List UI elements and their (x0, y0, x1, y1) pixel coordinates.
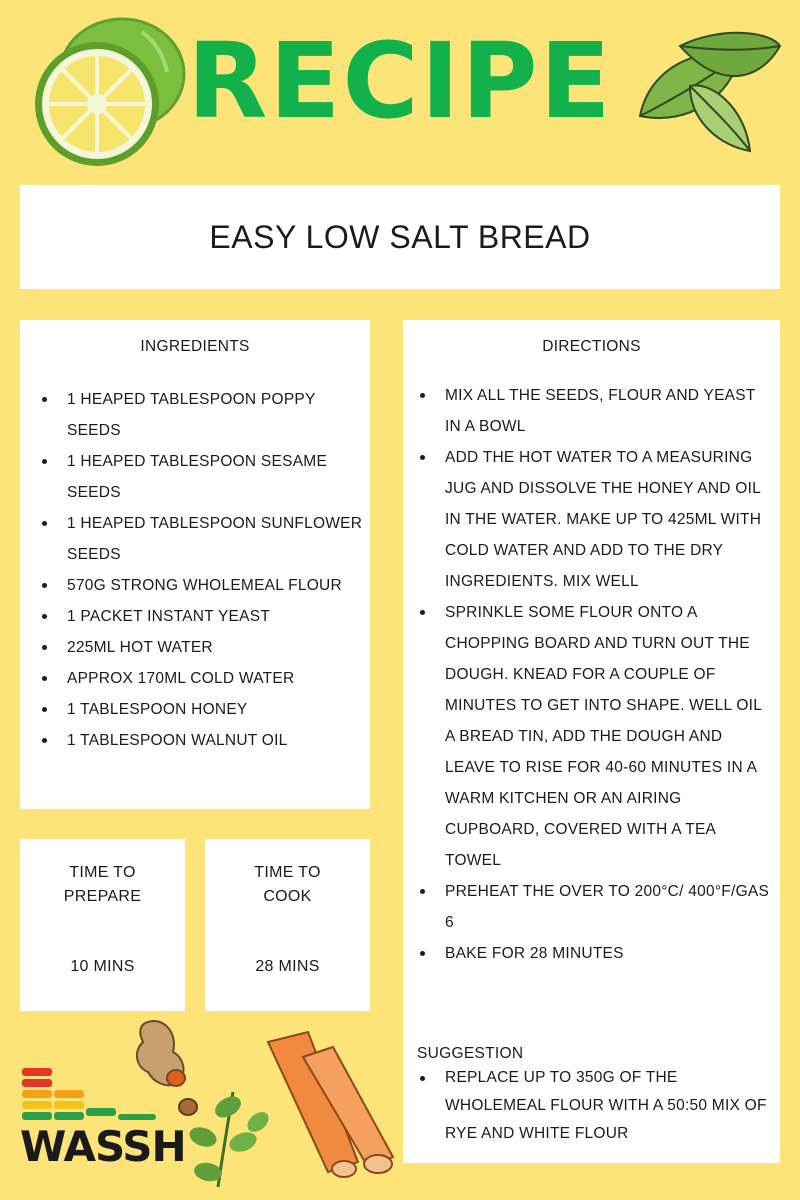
logo-text: WASSH (20, 1122, 186, 1171)
recipe-title-card (20, 185, 780, 289)
basil-leaves-icon (620, 26, 785, 161)
cinnamon-icon (268, 1032, 393, 1177)
prepare-label-line: TIME TO (69, 864, 136, 881)
directions-card (403, 320, 780, 1163)
prepare-time-value: 10 MINS (70, 958, 135, 975)
lime-icon (22, 12, 187, 172)
ingredient-item: 1 HEAPED TABLESPOON SESAME SEEDS (40, 446, 370, 508)
direction-step: MIX ALL THE SEEDS, FLOUR AND YEAST IN A BOWL (418, 380, 773, 442)
suggestion-item: REPLACE UP TO 350G OF THE WHOLEMEAL FLOUR WITH A 50:50 MIX OF RYE AND WHITE FLOUR (418, 1064, 773, 1148)
page-title: RECIPE (187, 20, 613, 142)
prepare-time-card (20, 839, 185, 1011)
cook-label-line: COOK (263, 888, 312, 905)
spices-illustration-icon (108, 1012, 403, 1192)
recipe-title: EASY LOW SALT BREAD (209, 218, 591, 255)
direction-step: PREHEAT THE OVER TO 200°C/ 400°F/GAS 6 (418, 876, 773, 938)
ingredient-item: 225ML HOT WATER (40, 632, 370, 663)
ingredient-item: 1 TABLESPOON WALNUT OIL (40, 725, 370, 756)
herb-sprig-icon (187, 1092, 273, 1187)
ginger-icon (137, 1021, 197, 1115)
ingredient-item: 1 HEAPED TABLESPOON SUNFLOWER SEEDS (40, 508, 370, 570)
ingredient-item: 1 TABLESPOON HONEY (40, 694, 370, 725)
ingredients-heading: INGREDIENTS (140, 338, 250, 355)
directions-list (418, 380, 773, 969)
cook-time-card (205, 839, 370, 1011)
ingredient-item: 570G STRONG WHOLEMEAL FLOUR (40, 570, 370, 601)
directions-heading: DIRECTIONS (542, 338, 641, 355)
cook-time-label (205, 861, 370, 909)
suggestion-list (418, 1064, 773, 1148)
ingredients-list (40, 384, 370, 756)
ingredient-item: 1 PACKET INSTANT YEAST (40, 601, 370, 632)
prepare-time-label (20, 861, 185, 909)
ingredients-card (20, 320, 370, 809)
ingredient-item: APPROX 170ML COLD WATER (40, 663, 370, 694)
prepare-label-line: PREPARE (63, 888, 142, 905)
cook-time-value: 28 MINS (255, 958, 320, 975)
direction-step: SPRINKLE SOME FLOUR ONTO A CHOPPING BOARD AND TURN OUT THE DOUGH. KNEAD FOR A COUPLE OF MINUTES TO GET INTO SHAPE. WELL OIL A BREAD TIN, ADD THE DOUGH AND LEAVE TO RISE FOR 40-60 MINUTES IN A WARM KITCHEN OR AN AIRING CUPBOARD, COVERED WITH A TEA TOWEL (418, 597, 773, 876)
direction-step: ADD THE HOT WATER TO A MEASURING JUG AND DISSOLVE THE HONEY AND OIL IN THE WATER. MAKE UP TO 425ML WITH COLD WATER AND ADD TO THE DRY INGREDIENTS. MIX WELL (418, 442, 773, 597)
ingredient-item: 1 HEAPED TABLESPOON POPPY SEEDS (40, 384, 370, 446)
direction-step: BAKE FOR 28 MINUTES (418, 938, 773, 969)
suggestion-heading: SUGGESTION (417, 1045, 524, 1062)
cook-label-line: TIME TO (254, 864, 321, 881)
